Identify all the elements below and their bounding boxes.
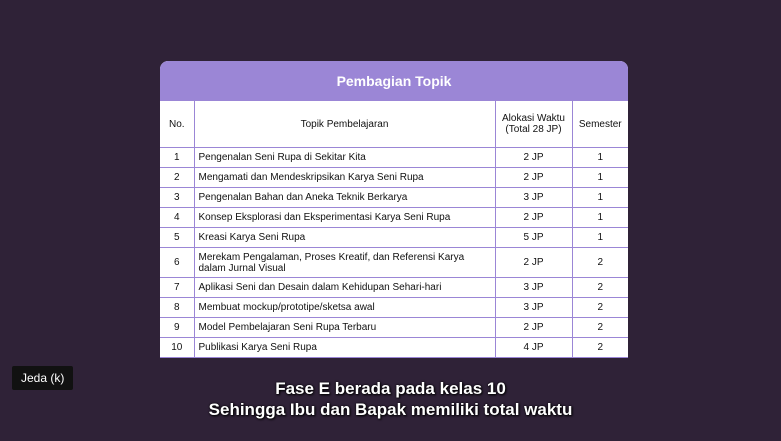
cell-topic: Mengamati dan Mendeskripsikan Karya Seni Rupa [194,168,495,188]
cell-semester: 1 [572,228,628,248]
cell-no: 9 [160,318,194,338]
cell-semester: 1 [572,208,628,228]
cell-time: 3 JP [495,188,572,208]
column-header-time: Alokasi Waktu (Total 28 JP) [495,101,572,148]
cell-time: 4 JP [495,338,572,358]
cell-topic: Pengenalan Seni Rupa di Sekitar Kita [194,148,495,168]
cell-time: 3 JP [495,298,572,318]
table-title: Pembagian Topik [160,61,628,101]
cell-semester: 1 [572,188,628,208]
cell-no: 5 [160,228,194,248]
table-row [160,148,628,168]
cell-topic: Aplikasi Seni dan Desain dalam Kehidupan Sehari-hari [194,278,495,298]
cell-no: 8 [160,298,194,318]
cell-no: 4 [160,208,194,228]
cell-no: 10 [160,338,194,358]
cell-time: 2 JP [495,208,572,228]
table-row [160,168,628,188]
pause-tooltip: Jeda (k) [12,366,73,390]
cell-time: 5 JP [495,228,572,248]
cell-no: 6 [160,248,194,278]
cell-no: 2 [160,168,194,188]
topic-table-card [160,61,628,358]
cell-no: 7 [160,278,194,298]
cell-topic: Publikasi Karya Seni Rupa [194,338,495,358]
table-row [160,318,628,338]
cell-time: 3 JP [495,278,572,298]
subtitle-line-2: Sehingga Ibu dan Bapak memiliki total waktu [208,400,573,419]
cell-topic: Pengenalan Bahan dan Aneka Teknik Berkarya [194,188,495,208]
subtitle-line-1: Fase E berada pada kelas 10 [275,379,506,398]
cell-semester: 2 [572,298,628,318]
cell-topic: Membuat mockup/prototipe/sketsa awal [194,298,495,318]
table-header-row [160,101,628,148]
cell-time: 2 JP [495,248,572,278]
cell-semester: 2 [572,248,628,278]
cell-no: 1 [160,148,194,168]
cell-semester: 2 [572,278,628,298]
cell-topic: Kreasi Karya Seni Rupa [194,228,495,248]
cell-topic: Merekam Pengalaman, Proses Kreatif, dan Referensi Karya dalam Jurnal Visual [194,248,495,278]
column-header-topic: Topik Pembelajaran [194,101,495,148]
column-header-semester: Semester [572,101,628,148]
cell-semester: 1 [572,148,628,168]
cell-time: 2 JP [495,318,572,338]
cell-time: 2 JP [495,148,572,168]
table-row [160,188,628,208]
cell-topic: Model Pembelajaran Seni Rupa Terbaru [194,318,495,338]
column-header-no: No. [160,101,194,148]
cell-no: 3 [160,188,194,208]
table-row [160,298,628,318]
table-row [160,228,628,248]
table-row [160,278,628,298]
topic-table [160,101,628,358]
cell-time: 2 JP [495,168,572,188]
cell-topic: Konsep Eksplorasi dan Eksperimentasi Karya Seni Rupa [194,208,495,228]
table-row [160,248,628,278]
subtitle-caption [0,378,781,420]
table-row [160,338,628,358]
cell-semester: 2 [572,338,628,358]
cell-semester: 1 [572,168,628,188]
table-row [160,208,628,228]
cell-semester: 2 [572,318,628,338]
